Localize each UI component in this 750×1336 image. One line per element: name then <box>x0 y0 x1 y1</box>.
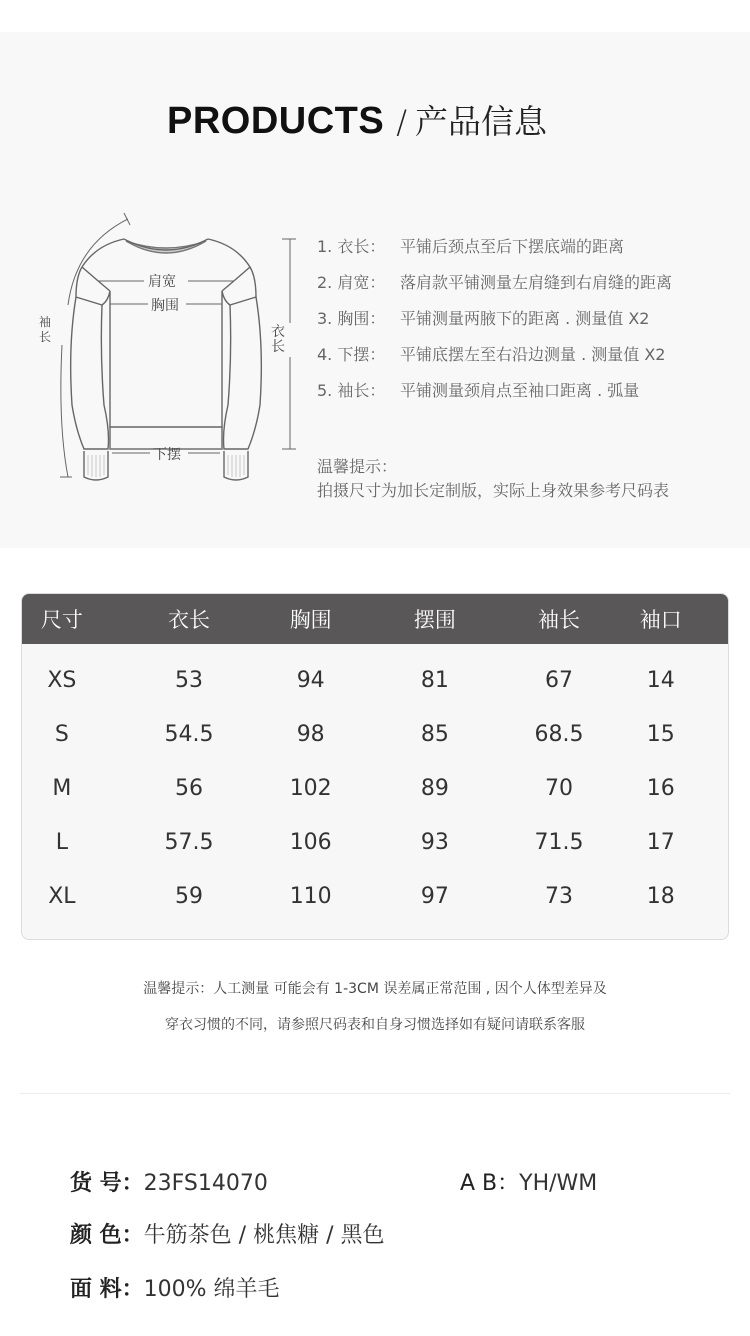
table-cell: S <box>54 721 69 747</box>
size-table-header <box>22 594 728 644</box>
table-cell: 110 <box>289 883 332 909</box>
table-row <box>22 815 728 869</box>
measurement-tip <box>317 455 669 503</box>
table-cell: 53 <box>175 667 204 693</box>
table-cell: 18 <box>646 883 675 909</box>
color-info <box>70 1218 384 1249</box>
definition-item <box>317 342 672 378</box>
table-cell: L <box>55 829 69 855</box>
definition-item <box>317 378 672 414</box>
table-row <box>22 653 728 707</box>
material-label: 面 料： <box>70 1277 144 1302</box>
sku-info <box>70 1166 268 1197</box>
header-cell: 尺寸 <box>40 608 83 632</box>
color-label: 颜 色： <box>70 1223 144 1248</box>
table-row <box>22 869 728 923</box>
table-cell: M <box>52 775 72 801</box>
title-separator: / <box>396 103 408 141</box>
header-cell: 袖长 <box>537 608 580 632</box>
definition-item <box>317 270 672 306</box>
measurement-note-line2: 穿衣习惯的不同，请参照尺码表和自身习惯选择如有疑问请联系客服 <box>165 1017 585 1033</box>
sku-value: 23FS14070 <box>143 1171 268 1196</box>
table-cell: 93 <box>420 829 449 855</box>
ab-info <box>460 1166 597 1197</box>
header-cell: 袖口 <box>639 608 682 632</box>
table-cell: XL <box>48 883 76 909</box>
table-cell: 85 <box>420 721 449 747</box>
size-table-body <box>22 644 728 923</box>
table-cell: 14 <box>646 667 675 693</box>
definition-text: 平铺底摆左至右沿边测量 . 测量值 X2 <box>400 345 666 364</box>
measurement-definitions <box>317 234 672 414</box>
table-cell: XS <box>47 667 77 693</box>
table-cell: 73 <box>544 883 573 909</box>
table-row <box>22 761 728 815</box>
header-cell: 衣长 <box>168 608 211 632</box>
table-cell: 15 <box>646 721 675 747</box>
table-cell: 59 <box>175 883 204 909</box>
tip-text: 拍摄尺寸为加长定制版，实际上身效果参考尺码表 <box>317 481 670 500</box>
chest-label: 胸围 <box>151 298 179 314</box>
definition-item <box>317 306 672 342</box>
definition-text: 平铺测量两腋下的距离 . 测量值 X2 <box>400 309 650 328</box>
sku-label: 货 号： <box>70 1171 144 1196</box>
table-cell: 81 <box>420 667 449 693</box>
definition-text: 平铺测量颈肩点至袖口距离 . 弧量 <box>400 381 640 400</box>
sweater-measurement-diagram <box>38 205 303 505</box>
definition-label: 2. 肩宽： <box>317 273 386 292</box>
table-cell: 106 <box>289 829 332 855</box>
color-value: 牛筋茶色 / 桃焦糖 / 黑色 <box>143 1223 385 1248</box>
table-cell: 57.5 <box>164 829 214 855</box>
sleeve-length-label: 袖长 <box>39 315 52 344</box>
definition-label: 4. 下摆： <box>317 345 386 364</box>
title-cn: 产品信息 <box>415 102 548 141</box>
table-cell: 56 <box>175 775 204 801</box>
table-cell: 16 <box>646 775 675 801</box>
definition-item <box>317 234 672 270</box>
table-cell: 89 <box>420 775 449 801</box>
definition-label: 3. 胸围： <box>317 309 386 328</box>
table-cell: 102 <box>289 775 332 801</box>
ab-value: YH/WM <box>519 1171 598 1196</box>
body-length-label: 衣长 <box>271 324 285 355</box>
table-cell: 71.5 <box>534 829 584 855</box>
table-cell: 17 <box>646 829 675 855</box>
table-cell: 68.5 <box>534 721 584 747</box>
tip-title: 温馨提示： <box>317 457 398 476</box>
measurement-note-line1: 温馨提示：人工测量 可能会有 1-3CM 误差属正常范围 , 因个人体型差异及 <box>143 981 607 997</box>
material-info <box>70 1272 280 1303</box>
ab-label: A B： <box>460 1171 520 1196</box>
table-cell: 54.5 <box>164 721 214 747</box>
size-table <box>21 593 729 940</box>
definition-text: 平铺后颈点至后下摆底端的距离 <box>400 237 625 256</box>
hem-label: 下摆 <box>153 447 181 463</box>
header-cell: 摆围 <box>413 608 456 632</box>
table-cell: 97 <box>420 883 449 909</box>
table-row <box>22 707 728 761</box>
section-divider <box>20 1093 730 1094</box>
definition-text: 落肩款平铺测量左肩缝到右肩缝的距离 <box>400 273 673 292</box>
table-cell: 70 <box>544 775 573 801</box>
table-cell: 67 <box>544 667 573 693</box>
page-title <box>167 96 547 143</box>
shoulder-width-label: 肩宽 <box>148 274 176 290</box>
title-en: PRODUCTS <box>167 100 385 142</box>
header-cell: 胸围 <box>289 608 332 632</box>
definition-label: 1. 衣长： <box>317 237 386 256</box>
material-value: 100% 绵羊毛 <box>143 1277 280 1302</box>
definition-label: 5. 袖长： <box>317 381 386 400</box>
table-cell: 98 <box>296 721 325 747</box>
table-cell: 94 <box>296 667 325 693</box>
